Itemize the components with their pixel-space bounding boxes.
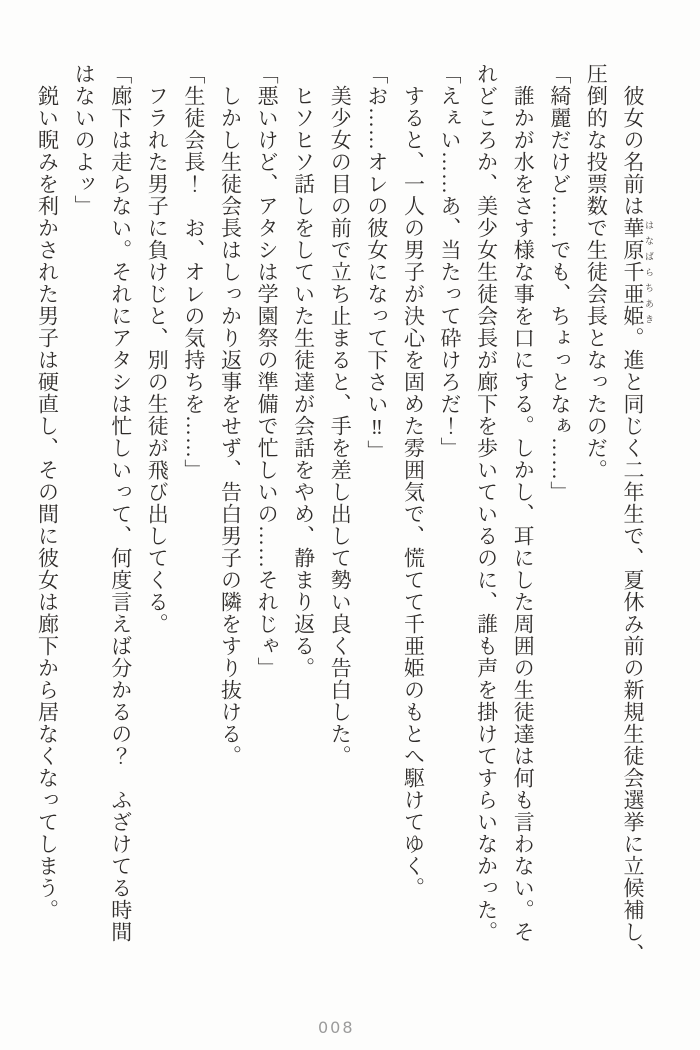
text-column-9: 美少女の目の前で立ち止まると、手を差し出して勢い良く告白した。	[328, 63, 353, 767]
text-column-6: 「えぇい……あ、当たって砕けろだ！」	[438, 63, 463, 459]
text-column-4: 誰かが水をさす様な事を口にする。しかし、耳にした周囲の生徒達は何も言わない。そ	[511, 63, 536, 943]
text-column-8: 「お……オレの彼女になって下さい‼」	[364, 63, 389, 462]
text-column-7: すると、一人の男子が決心を固めた雰囲気で、慌てて千亜姫のもとへ駆けてゆく。	[401, 63, 426, 899]
text-column-1: 彼女の名前は華原千亜姫 はなばらちあき。進と同じく二年生で、夏休み前の新規生徒会選挙に立候補し、	[621, 63, 654, 965]
text-column-14: フラれた男子に負けじと、別の生徒が飛び出してくる。	[145, 63, 170, 635]
text-column-15: 「廊下は走らない。それにアタシは忙しいって、何度言えば分かるの？ ふざけてる時間	[108, 63, 133, 943]
text-column-10: ヒソヒソ話しをしていた生徒達が会話をやめ、静まり返る。	[291, 63, 316, 679]
text-column-17: 鋭い睨みを利かされた男子は硬直し、その間に彼女は廊下から居なくなってしまう。	[35, 63, 60, 921]
text-column-2: 圧倒的な投票数で生徒会長となったのだ。	[584, 63, 609, 481]
page-text	[29, 63, 654, 969]
text-column-3: 「綺麗だけど……でも、ちょっとなぁ……」	[547, 63, 572, 503]
page-number: 008	[318, 1018, 355, 1037]
furigana-ruby: 華原千亜姫 はなばらちあき	[621, 217, 654, 327]
text-column-12: しかし生徒会長はしっかり返事をせず、告白男子の隣をすり抜ける。	[218, 63, 243, 767]
text-column-5: れどころか、美少女生徒会長が廊下を歩いているのに、誰も声を掛けてすらいなかった。	[474, 63, 499, 943]
text-column-16: はないのよッ」	[72, 63, 97, 217]
text-column-13: 「生徒会長！ お、オレの気持ちを……」	[181, 63, 206, 481]
text-column-11: 「悪いけど、アタシは学園祭の準備で忙しいの……それじゃ」	[255, 63, 280, 679]
